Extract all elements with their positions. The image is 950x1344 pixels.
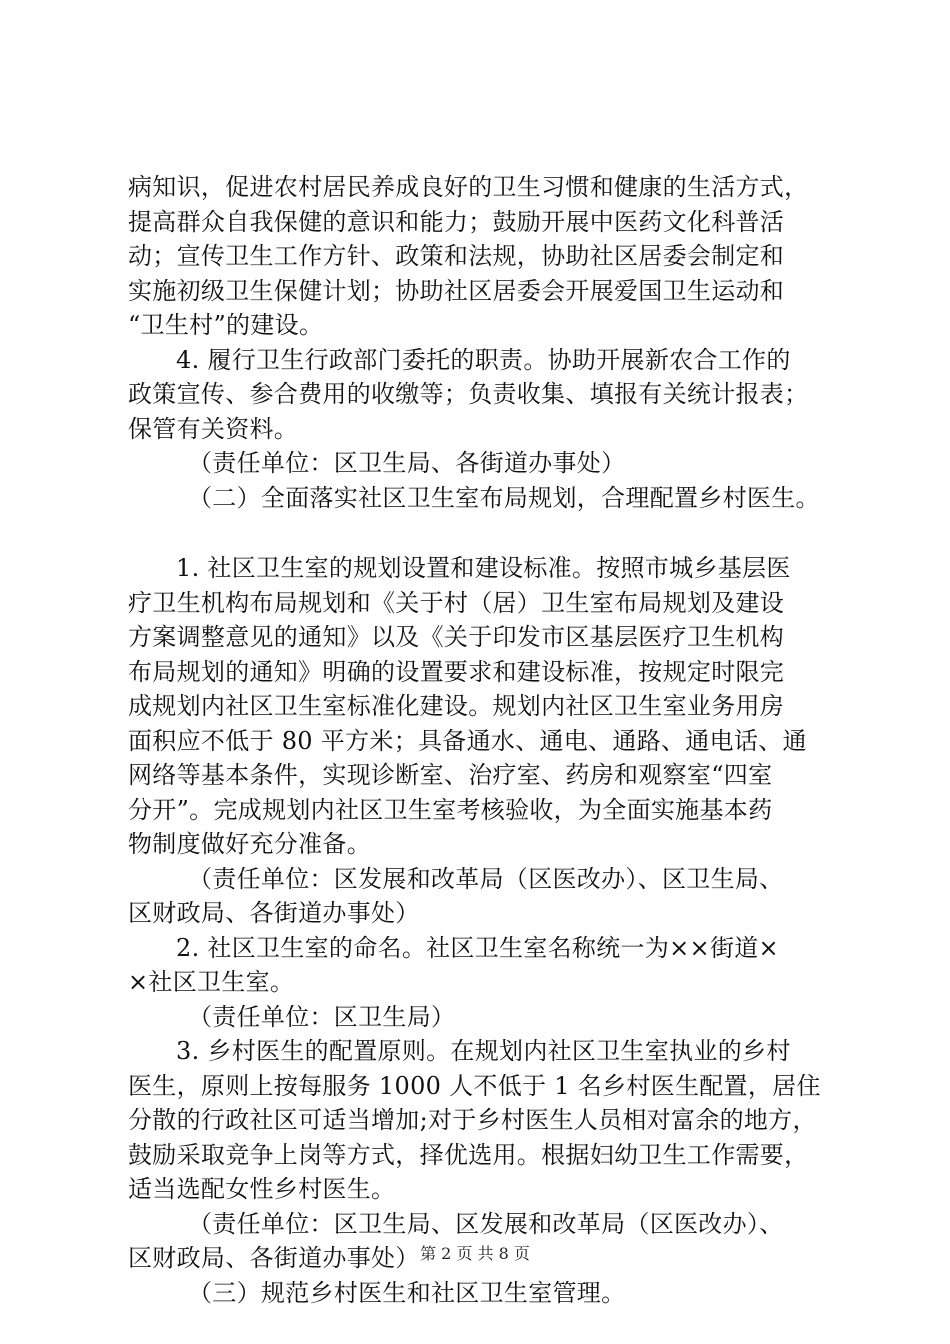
text-line: 方案调整意见的通知》以及《关于印发市区基层医疗卫生机构 xyxy=(128,623,785,651)
text-line: 疗卫生机构布局规划和《关于村（居）卫生室布局规划及建设 xyxy=(128,588,785,617)
text-line: 网络等基本条件，实现诊断室、治疗室、药房和观察室“四室 xyxy=(128,761,773,789)
text-line: 1. 社区卫生室的规划设置和建设标准。按照市城乡基层医 xyxy=(176,554,791,582)
text-line: 适当选配女性乡村医生。 xyxy=(128,1175,396,1203)
text-line: 2. 社区卫生室的命名。社区卫生室名称统一为××街道× xyxy=(176,933,779,962)
document-body xyxy=(128,170,850,1310)
responsibility-line: （责任单位：区卫生局、各街道办事处） xyxy=(188,449,626,477)
text-line: 动；宣传卫生工作方针、政策和法规，协助社区居委会制定和 xyxy=(128,242,785,270)
responsibility-line: （责任单位：区卫生局、区发展和改革局（区医改办）、 xyxy=(188,1209,784,1238)
text-line: 提高群众自我保健的意识和能力；鼓励开展中医药文化科普活 xyxy=(128,207,785,236)
responsibility-line: （责任单位：区卫生局） xyxy=(188,1002,456,1031)
text-line: 政策宣传、参合费用的收缴等；负责收集、填报有关统计报表； xyxy=(128,380,809,408)
responsibility-line: （责任单位：区发展和改革局（区医改办）、区卫生局、 xyxy=(188,864,784,893)
text-line: 保管有关资料。 xyxy=(128,414,299,443)
text-line: 病知识，促进农村居民养成良好的卫生习惯和健康的生活方式， xyxy=(128,173,809,201)
section-heading: （三）规范乡村医生和社区卫生室管理。 xyxy=(188,1278,626,1307)
text-line: “卫生村”的建设。 xyxy=(128,311,324,339)
text-line: 鼓励采取竞争上岗等方式，择优选用。根据妇幼卫生工作需要， xyxy=(128,1140,809,1169)
text-line: 分开”。完成规划内社区卫生室考核验收，为全面实施基本药 xyxy=(128,795,773,824)
text-line: 实施初级卫生保健计划；协助社区居委会开展爱国卫生运动和 xyxy=(128,276,785,305)
text-line: ×社区卫生室。 xyxy=(128,968,295,996)
page-number-footer: 第 2 页 共 8 页 xyxy=(420,1244,530,1263)
text-line: 物制度做好充分准备。 xyxy=(128,830,371,858)
responsibility-line: 区财政局、各街道办事处） xyxy=(128,899,420,927)
text-line: 面积应不低于 80 平方米；具备通水、通电、通路、通电话、通 xyxy=(128,726,807,755)
text-line: 成规划内社区卫生室标准化建设。规划内社区卫生室业务用房 xyxy=(128,692,785,720)
text-line: 4. 履行卫生行政部门委托的职责。协助开展新农合工作的 xyxy=(176,345,791,374)
responsibility-line: 区财政局、各街道办事处） xyxy=(128,1244,420,1272)
text-line: 医生，原则上按每服务 1000 人不低于 1 名乡村医生配置，居住 xyxy=(128,1071,821,1100)
paragraph-gap xyxy=(128,515,850,551)
section-heading: （二）全面落实社区卫生室布局规划，合理配置乡村医生。 xyxy=(188,483,820,512)
text-line: 布局规划的通知》明确的设置要求和建设标准，按规定时限完 xyxy=(128,657,785,686)
text-line: 3. 乡村医生的配置原则。在规划内社区卫生室执业的乡村 xyxy=(176,1037,791,1065)
text-line: 分散的行政社区可适当增加;对于乡村医生人员相对富余的地方， xyxy=(128,1106,817,1134)
